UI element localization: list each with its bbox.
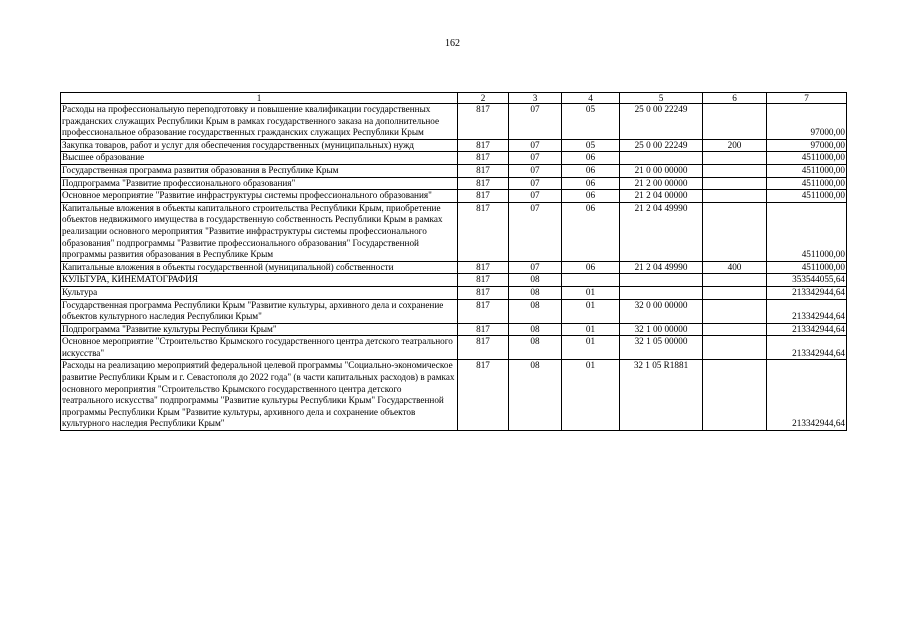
table-row	[61, 177, 847, 190]
row-name-cell: Государственная программа Республики Крым "Развитие культуры, архивного дела и сохранение объектов культурного наследия Республики Крым"	[61, 299, 458, 323]
row-grbs-cell: 817	[458, 177, 509, 190]
table-row	[61, 286, 847, 299]
row-expense-type-cell	[703, 360, 767, 431]
row-subsection-cell: 06	[562, 152, 620, 165]
row-target-article-cell: 32 1 05 R1881	[620, 360, 703, 431]
row-sum-cell: 213342944,64	[767, 336, 847, 360]
row-name-cell: Основное мероприятие "Строительство Крымского государственного центра детского театрального искусства"	[61, 336, 458, 360]
row-grbs-cell: 817	[458, 202, 509, 261]
row-grbs-cell: 817	[458, 274, 509, 287]
row-expense-type-cell	[703, 336, 767, 360]
table-row	[61, 190, 847, 203]
row-sum-cell: 97000,00	[767, 104, 847, 140]
row-section-cell: 08	[509, 299, 562, 323]
row-grbs-cell: 817	[458, 323, 509, 336]
row-expense-type-cell: 400	[703, 261, 767, 274]
row-section-cell: 07	[509, 261, 562, 274]
row-target-article-cell: 21 2 00 00000	[620, 177, 703, 190]
row-target-article-cell: 32 1 00 00000	[620, 323, 703, 336]
column-header: 3	[509, 93, 562, 104]
column-header: 2	[458, 93, 509, 104]
row-subsection-cell: 05	[562, 139, 620, 152]
row-sum-cell: 213342944,64	[767, 360, 847, 431]
row-target-article-cell: 21 2 04 00000	[620, 190, 703, 203]
column-header: 4	[562, 93, 620, 104]
table-row	[61, 274, 847, 287]
row-name-cell: Расходы на профессиональную переподготовку и повышение квалификации государственных гражданских служащих Республики Крым в рамках государственного заказа на дополнительное профессиональное образование государственных гражданских служащих Республики Крым	[61, 104, 458, 140]
row-name-cell: Основное мероприятие "Развитие инфраструктуры системы профессионального образования"	[61, 190, 458, 203]
row-subsection-cell: 01	[562, 360, 620, 431]
row-sum-cell: 97000,00	[767, 139, 847, 152]
row-subsection-cell: 01	[562, 286, 620, 299]
row-target-article-cell: 21 2 04 49990	[620, 261, 703, 274]
row-section-cell: 08	[509, 323, 562, 336]
row-target-article-cell: 21 0 00 00000	[620, 164, 703, 177]
table-row	[61, 261, 847, 274]
row-expense-type-cell	[703, 164, 767, 177]
row-section-cell: 08	[509, 274, 562, 287]
row-name-cell: Государственная программа развития образования в Республике Крым	[61, 164, 458, 177]
row-target-article-cell	[620, 286, 703, 299]
row-name-cell: Подпрограмма "Развитие культуры Республики Крым"	[61, 323, 458, 336]
row-target-article-cell: 25 0 00 22249	[620, 104, 703, 140]
row-expense-type-cell: 200	[703, 139, 767, 152]
row-name-cell: Закупка товаров, работ и услуг для обеспечения государственных (муниципальных) нужд	[61, 139, 458, 152]
row-subsection-cell: 06	[562, 261, 620, 274]
row-target-article-cell: 32 0 00 00000	[620, 299, 703, 323]
row-sum-cell: 4511000,00	[767, 261, 847, 274]
column-header: 1	[61, 93, 458, 104]
row-sum-cell: 4511000,00	[767, 164, 847, 177]
row-name-cell: Капитальные вложения в объекты капитального строительства Республики Крым, приобретение объектов недвижимого имущества в государственную собственность Республики Крым в рамках реализации основного мероприятия "Развитие инфраструктуры системы профессионального образования" подпрограммы "Развитие профессионального образования" Государственной программы развития образования в Республике Крым	[61, 202, 458, 261]
row-subsection-cell: 01	[562, 336, 620, 360]
row-section-cell: 07	[509, 104, 562, 140]
table-header-row	[61, 93, 847, 104]
table-row	[61, 104, 847, 140]
budget-table	[60, 92, 847, 431]
row-grbs-cell: 817	[458, 190, 509, 203]
table-row	[61, 202, 847, 261]
row-subsection-cell: 05	[562, 104, 620, 140]
table-row	[61, 336, 847, 360]
row-sum-cell: 4511000,00	[767, 152, 847, 165]
row-grbs-cell: 817	[458, 299, 509, 323]
row-section-cell: 08	[509, 360, 562, 431]
row-expense-type-cell	[703, 177, 767, 190]
row-subsection-cell: 06	[562, 202, 620, 261]
row-target-article-cell	[620, 274, 703, 287]
row-name-cell: КУЛЬТУРА, КИНЕМАТОГРАФИЯ	[61, 274, 458, 287]
table-row	[61, 139, 847, 152]
row-grbs-cell: 817	[458, 139, 509, 152]
row-grbs-cell: 817	[458, 104, 509, 140]
row-name-cell: Культура	[61, 286, 458, 299]
page-number: 162	[445, 38, 460, 49]
row-sum-cell: 4511000,00	[767, 202, 847, 261]
row-sum-cell: 4511000,00	[767, 190, 847, 203]
row-expense-type-cell	[703, 190, 767, 203]
row-expense-type-cell	[703, 152, 767, 165]
row-sum-cell: 213342944,64	[767, 286, 847, 299]
row-expense-type-cell	[703, 323, 767, 336]
row-section-cell: 07	[509, 152, 562, 165]
row-subsection-cell: 06	[562, 190, 620, 203]
row-name-cell: Капитальные вложения в объекты государственной (муниципальной) собственности	[61, 261, 458, 274]
row-sum-cell: 4511000,00	[767, 177, 847, 190]
column-header: 7	[767, 93, 847, 104]
row-name-cell: Расходы на реализацию мероприятий федеральной целевой программы "Социально-экономическое развитие Республики Крым и г. Севастополя до 2022 года" (в части капитальных расходов) в рамках основного мероприятия "Строительство Крымского государственного центра детского театрального искусства" подпрограммы "Развитие культуры Республики Крым" Государственной программы Республики Крым "Развитие культуры, архивного дела и сохранение объектов культурного наследия Республики Крым"	[61, 360, 458, 431]
row-subsection-cell	[562, 274, 620, 287]
row-grbs-cell: 817	[458, 261, 509, 274]
row-target-article-cell	[620, 152, 703, 165]
row-target-article-cell: 32 1 05 00000	[620, 336, 703, 360]
row-name-cell: Подпрограмма "Развитие профессионального образования"	[61, 177, 458, 190]
row-name-cell: Высшее образование	[61, 152, 458, 165]
row-target-article-cell: 21 2 04 49990	[620, 202, 703, 261]
row-sum-cell: 353544055,64	[767, 274, 847, 287]
table-row	[61, 299, 847, 323]
table-row	[61, 323, 847, 336]
row-section-cell: 07	[509, 139, 562, 152]
row-grbs-cell: 817	[458, 286, 509, 299]
row-section-cell: 07	[509, 164, 562, 177]
row-section-cell: 08	[509, 336, 562, 360]
row-section-cell: 08	[509, 286, 562, 299]
row-expense-type-cell	[703, 202, 767, 261]
row-sum-cell: 213342944,64	[767, 299, 847, 323]
row-expense-type-cell	[703, 286, 767, 299]
row-subsection-cell: 06	[562, 164, 620, 177]
row-grbs-cell: 817	[458, 164, 509, 177]
table-row	[61, 152, 847, 165]
row-expense-type-cell	[703, 299, 767, 323]
row-expense-type-cell	[703, 104, 767, 140]
row-grbs-cell: 817	[458, 360, 509, 431]
column-header: 6	[703, 93, 767, 104]
row-grbs-cell: 817	[458, 336, 509, 360]
column-header: 5	[620, 93, 703, 104]
row-subsection-cell: 01	[562, 299, 620, 323]
row-section-cell: 07	[509, 177, 562, 190]
row-expense-type-cell	[703, 274, 767, 287]
row-section-cell: 07	[509, 202, 562, 261]
row-subsection-cell: 06	[562, 177, 620, 190]
row-grbs-cell: 817	[458, 152, 509, 165]
table-row	[61, 164, 847, 177]
row-sum-cell: 213342944,64	[767, 323, 847, 336]
table-row	[61, 360, 847, 431]
row-subsection-cell: 01	[562, 323, 620, 336]
row-section-cell: 07	[509, 190, 562, 203]
row-target-article-cell: 25 0 00 22249	[620, 139, 703, 152]
